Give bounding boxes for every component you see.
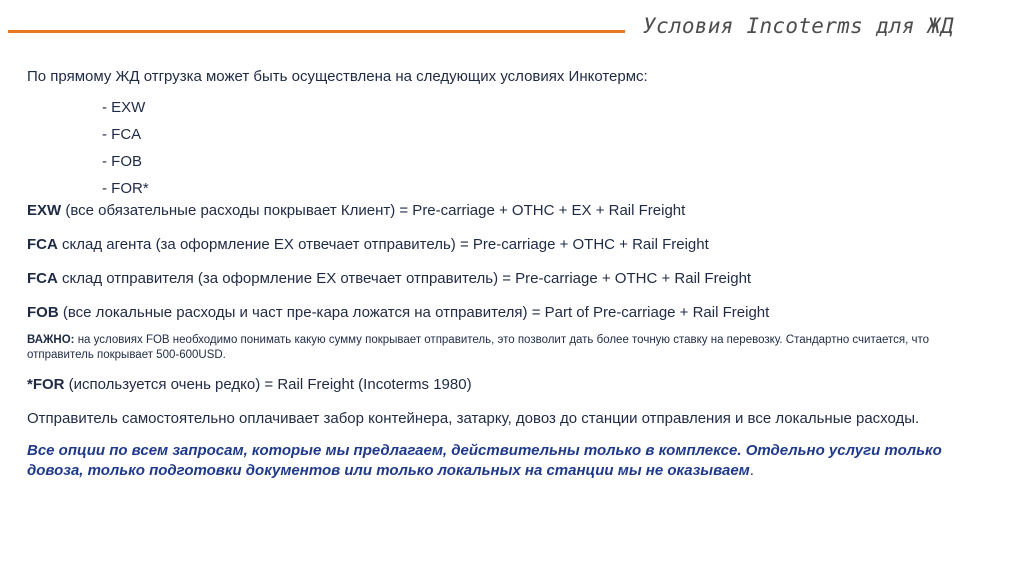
- term-row-for: [27, 375, 997, 395]
- list-item: - FOB: [102, 153, 142, 170]
- term-label: FCA: [27, 270, 58, 287]
- term-row-exw: [27, 201, 997, 221]
- term-row-fca-sender: [27, 269, 997, 289]
- sender-paragraph: Отправитель самостоятельно оплачивает забор контейнера, затарку, довоз до станции отправления и все локальные расходы.: [27, 410, 920, 427]
- final-emphasis-paragraph: [27, 441, 997, 481]
- header-accent-line: [8, 30, 625, 33]
- final-dot: .: [749, 462, 754, 479]
- term-description: склад отправителя (за оформление EX отвечает отправитель) = Pre-carriage + OTHC + Rail Freight: [57, 270, 752, 287]
- incoterms-list: [102, 98, 997, 201]
- slide-content: [27, 67, 997, 496]
- term-description: (используется очень редко) = Rail Freight (Incoterms 1980): [64, 376, 472, 393]
- term-label: *FOR: [27, 376, 65, 393]
- term-label: EXW: [27, 202, 62, 219]
- term-label: FCA: [27, 236, 58, 253]
- important-note: [27, 333, 997, 363]
- term-description: (все локальные расходы и част пре-кара ложатся на отправителя) = Part of Pre-carriage + Rail Freight: [58, 304, 770, 321]
- list-item: - FOR*: [102, 180, 149, 197]
- final-text: Все опции по всем запросам, которые мы предлагаем, действительны только в комплексе. Отдельно услуги только довоза, только подготовки документов или только локальных на станции мы не оказываем: [27, 442, 942, 479]
- intro-paragraph: По прямому ЖД отгрузка может быть осуществлена на следующих условиях Инкотермс:: [27, 68, 648, 85]
- term-description: (все обязательные расходы покрывает Клиент) = Pre-carriage + OTHC + EX + Rail Freight: [61, 202, 686, 219]
- term-row-fca-agent: [27, 235, 997, 255]
- list-item: - EXW: [102, 99, 146, 116]
- slide-title: Условия Incoterms для ЖД: [643, 14, 954, 38]
- list-item: - FCA: [102, 126, 142, 143]
- term-row-fob: [27, 303, 997, 323]
- term-description: склад агента (за оформление EX отвечает отправитель) = Pre-carriage + OTHC + Rail Freight: [57, 236, 709, 253]
- note-text: на условиях FOB необходимо понимать какую сумму покрывает отправитель, это позволит дать более точную ставку на перевозку. Стандартно считается, что отправитель покрывает 500-600USD.: [27, 334, 930, 361]
- note-label: ВАЖНО:: [27, 334, 75, 346]
- term-label: FOB: [27, 304, 59, 321]
